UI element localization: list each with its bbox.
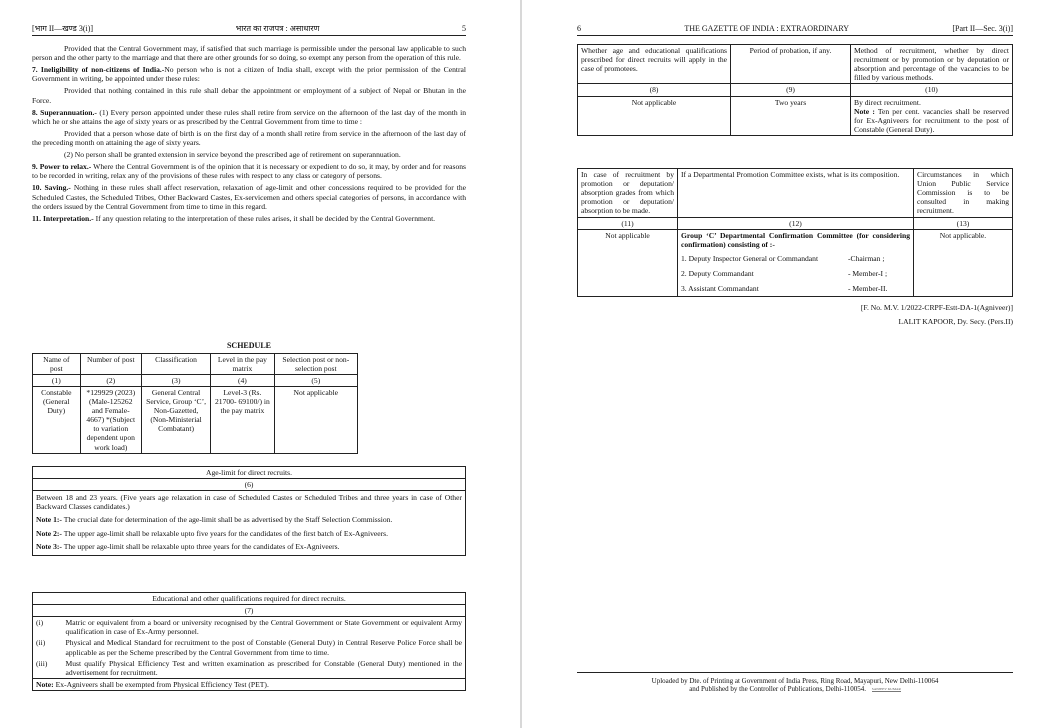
schedule-data-row: [33, 386, 358, 453]
header-gazette-title-hindi: भारत का राजपत्र : असाधारण: [235, 24, 320, 34]
education-item: [33, 637, 466, 657]
rule-10: [32, 183, 466, 210]
education-item-number: (i): [33, 617, 63, 638]
column-number: (8): [578, 84, 731, 96]
column-number: (13): [914, 217, 1013, 229]
probation-period-cell: Two years: [731, 96, 851, 135]
recruitment-note-text: Ten per cent. vacancies shall be reserved for Ex-Agniveers for recruitment to the post of Constable (General Duty).: [854, 106, 1009, 134]
recruitment-method-cell: [851, 96, 1013, 135]
schedule-header-cell: Classification: [141, 353, 210, 374]
header-gazette-title: THE GAZETTE OF INDIA : EXTRAORDINARY: [684, 24, 849, 34]
rule-7-title: 7. Ineligibility of non-citizens of India.-: [32, 65, 165, 75]
footer-line-2-text: and Published by the Controller of Publications, Delhi-110054.: [689, 685, 867, 694]
education-header: Educational and other qualifications required for direct recruits.: [33, 593, 466, 605]
education-item-number: (iii): [33, 658, 63, 679]
page-header-right: [577, 24, 1013, 36]
recruitment-method-section: [577, 44, 1013, 136]
column-number: (9): [731, 84, 851, 96]
education-item-number: (ii): [33, 637, 63, 657]
proviso-paragraph: Provided that the Central Government may, if satisfied that such marriage is permissible under the personal law applicable to such person and the other party to the marriage and that there are other grounds for so doing, so exempt any person from the operation of this rule.: [32, 44, 466, 63]
table1-header-cell: Period of probation, if any.: [731, 45, 851, 84]
age-note-2-text: The upper age-limit shall be relaxable upto five years for the candidates of the first batch of Ex-Agniveers.: [61, 528, 388, 538]
table2-number-row: [578, 217, 1013, 229]
committee-member-name: 1. Deputy Inspector General or Commandant: [681, 253, 819, 263]
education-note-text: Ex-Agniveers shall be exempted from Physical Efficiency Test (PET).: [53, 679, 269, 689]
rules-text: [32, 44, 466, 226]
rule-8-title: 8. Superannuation.-: [32, 107, 97, 117]
committee-table: [577, 168, 1013, 297]
recruitment-note: [854, 107, 1009, 134]
header-part-label: [भाग II—खण्ड 3(i)]: [32, 24, 94, 34]
table2-data-row: [578, 229, 1013, 297]
committee-composition-cell: [678, 229, 914, 297]
age-limit-column-number: (6): [33, 479, 466, 491]
committee-member: [681, 269, 910, 278]
schedule-header-row: [33, 353, 358, 374]
rule-9: [32, 162, 466, 180]
column-number: (2): [80, 374, 141, 386]
age-note-1: [36, 515, 462, 524]
rule-7: [32, 65, 466, 83]
schedule-header-cell: Number of post: [80, 353, 141, 374]
pay-level-cell: Level-3 (Rs. 21700- 69100/) in the pay matrix: [211, 386, 274, 453]
age-note-2: [36, 529, 462, 538]
age-limit-text: Between 18 and 23 years. (Five years age relaxation in case of Scheduled Castes or Scheduled Tribes and three years in case of Other Backward Classes candidates.): [36, 493, 462, 512]
committee-title: Group ‘C’ Departmental Confirmation Committee (for considering confirmation) consisting of :-: [681, 230, 910, 249]
rule-8-subrule-2: (2) No person shall be granted extension in service beyond the prescribed age of retirement on superannuation.: [64, 150, 401, 160]
committee-member-role: -Chairman ;: [848, 253, 885, 263]
rule-8: [32, 108, 466, 126]
education-item-text: Physical and Medical Standard for recruitment to the post of Constable (General Duty) in Central Reserve Police Force shall be applicable as per the Scheme prescribed by the Central Government from time to time.: [63, 637, 466, 657]
schedule-header-cell: Selection post or non-selection post: [274, 353, 357, 374]
age-note-2-label: Note 2:-: [36, 528, 62, 538]
column-number: (11): [578, 217, 678, 229]
committee-member-role: - Member-II.: [848, 284, 888, 294]
age-note-1-label: Note 1:-: [36, 515, 62, 525]
age-note-3: [36, 542, 462, 551]
rule-11-text: If any question relating to the interpretation of these rules arises, it shall be decided by the Central Government.: [93, 213, 436, 223]
schedule-header-cell: Name of post: [33, 353, 81, 374]
committee-member-name: 2. Deputy Commandant: [681, 268, 754, 278]
committee-member: [681, 254, 910, 263]
rule-10-text: Nothing in these rules shall affect reservation, relaxation of age-limit and other concessions required to be provided for the Scheduled Castes, the Scheduled Tribes, Other Backward Castes, Ex-servicemen and others special categories of persons, in accordance with the orders issued by the Central Government from time to time in this regard.: [32, 183, 466, 211]
table2-header-cell: If a Departmental Promotion Committee exists, what is its composition.: [678, 169, 914, 218]
age-limit-content: [33, 491, 466, 556]
upsc-consultation-cell: Not applicable.: [914, 229, 1013, 297]
schedule-header-cell: Level in the pay matrix: [211, 353, 274, 374]
recruitment-note-label: Note :: [854, 106, 875, 116]
column-number: (12): [678, 217, 914, 229]
rule-11-title: 11. Interpretation.-: [32, 213, 94, 223]
education-item: [33, 617, 466, 638]
promotion-grades-cell: Not applicable: [578, 229, 678, 297]
education-table: [32, 592, 466, 691]
table2-header-cell: Circumstances in which Union Public Service Commission is to be consulted in making recruitment.: [914, 169, 1013, 218]
table1-header-cell: Method of recruitment, whether by direct recruitment or by promotion or by deputation or absorption and percentage of the vacancies to be filled by various methods.: [851, 45, 1013, 84]
footer-line-2: [577, 685, 1013, 693]
committee-member: [681, 284, 910, 293]
rule-9-title: 9. Power to relax.-: [32, 162, 92, 172]
table1-header-cell: Whether age and educational qualifications prescribed for direct recruits will apply in the case of promotees.: [578, 45, 731, 84]
table1-number-row: [578, 84, 1013, 96]
column-number: (5): [274, 374, 357, 386]
recruitment-method-text: By direct recruitment.: [854, 97, 921, 107]
table1-header-row: [578, 45, 1013, 84]
column-number: (1): [33, 374, 81, 386]
column-number: (4): [211, 374, 274, 386]
classification-cell: General Central Service, Group ‘C’, Non-Gazetted, (Non-Ministerial Combatant): [141, 386, 210, 453]
digital-signature-seal: SANJEEV KUMAR: [871, 687, 901, 692]
education-column-number: (7): [33, 605, 466, 617]
age-note-3-label: Note 3:-: [36, 541, 62, 551]
post-number-cell: *129929 (2023) (Male-125262 and Female-4667) *(Subject to variation dependent upon work load): [80, 386, 141, 453]
age-limit-section: [32, 466, 466, 556]
rule-8-proviso: Provided that a person whose date of birth is on the first day of a month shall retire from service in the afternoon of the last day of the preceding month on attaining the age of sixty years.: [32, 128, 466, 147]
age-limit-table: [32, 466, 466, 556]
left-page: [0, 0, 521, 728]
page-header-left: [32, 24, 466, 36]
age-note-3-text: The upper age-limit shall be relaxable upto three years for the candidates of Ex-Agniveers.: [61, 541, 340, 551]
promotee-applicability-cell: Not applicable: [578, 96, 731, 135]
column-number: (3): [141, 374, 210, 386]
recruitment-method-table: [577, 44, 1013, 136]
footer-line-1: Uploaded by Dte. of Printing at Government of India Press, Ring Road, Mayapuri, New Delhi-110064: [651, 677, 939, 685]
post-name-cell: Constable (General Duty): [33, 386, 81, 453]
education-note: [33, 678, 466, 690]
education-section: [32, 592, 466, 691]
table2-header-row: [578, 169, 1013, 218]
table1-data-row: [578, 96, 1013, 135]
file-number: [F. No. M.V. 1/2022-CRPF-Estt-DA-1(Agniveer)]: [860, 303, 1013, 313]
table2-header-cell: In case of recruitment by promotion or deputation/ absorption grades from which promotion or deputation/ absorption to be made.: [578, 169, 678, 218]
rule-7-proviso: Provided that nothing contained in this rule shall debar the appointment or employment of a subject of Nepal or Bhutan in the Force.: [32, 86, 466, 105]
schedule-section: [32, 338, 466, 454]
age-limit-header: Age-limit for direct recruits.: [33, 467, 466, 479]
education-item-text: Must qualify Physical Efficiency Test and written examination as prescribed for Constable (General Duty) mentioned in the advertisement for recruitment.: [63, 658, 466, 679]
column-number: (10): [851, 84, 1013, 96]
page-number: 6: [577, 24, 581, 34]
education-item: [33, 658, 466, 679]
rule-9-text: Where the Central Government is of the opinion that it is necessary or expedient to do so, it may, by order and for reasons to be recorded in writing, relax any of the provisions of these rules with respect to any class or category of persons.: [32, 162, 466, 181]
rule-11: [32, 214, 466, 223]
committee-section: [577, 168, 1013, 326]
rule-8-text: (1) Every person appointed under these rules shall retire from service on the afternoon of the last day of the month in which he or she attains the age of sixty years or as prescribed by the Central Government from time to time :: [32, 107, 467, 126]
publication-footer: [577, 672, 1013, 694]
header-part-label: [Part II—Sec. 3(i)]: [952, 24, 1013, 34]
page-number: 5: [461, 24, 466, 34]
schedule-number-row: [33, 374, 358, 386]
age-note-1-text: The crucial date for determination of the age-limit shall be as advertised by the Staff Selection Commission.: [61, 515, 393, 525]
education-item-text: Matric or equivalent from a board or university recognised by the Central Government or State Government or equivalent Army qualification in case of Ex-Army personnel.: [63, 617, 466, 638]
committee-member-name: 3. Assistant Commandant: [681, 284, 759, 294]
schedule-title: SCHEDULE: [226, 341, 271, 350]
right-page: [522, 0, 1043, 728]
schedule-table: [32, 353, 358, 454]
rule-10-title: 10. Saving.-: [32, 183, 71, 193]
signatory: LALIT KAPOOR, Dy. Secy. (Pers.II): [898, 317, 1013, 327]
selection-post-cell: Not applicable: [274, 386, 357, 453]
rule-7-text: No person who is not a citizen of India shall, except with the prior permission of the Central Government in writing, be appointed under these rules:: [32, 65, 466, 84]
committee-member-role: - Member-I ;: [848, 268, 888, 278]
education-note-label: Note:: [36, 679, 54, 689]
